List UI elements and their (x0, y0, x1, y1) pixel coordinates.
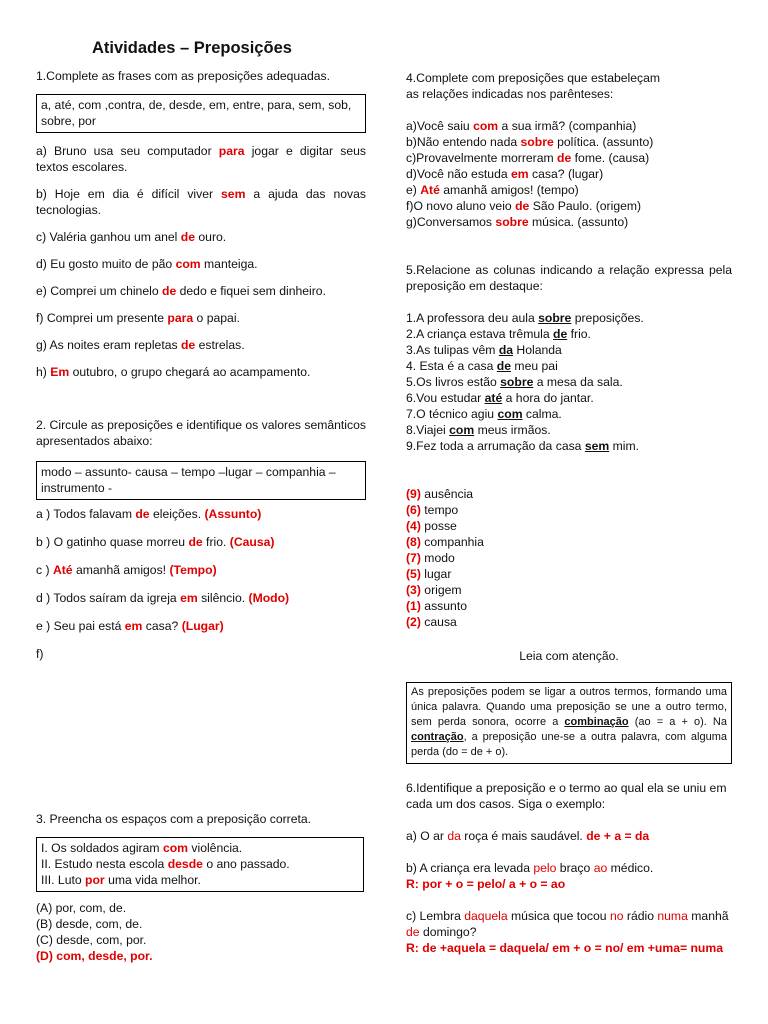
q3-option: (B) desde, com, de. (36, 917, 143, 931)
item-text: b)Não entendo nada (406, 135, 521, 149)
item-text: dedo e fiquei sem dinheiro. (176, 284, 326, 298)
answer-word: com (175, 257, 201, 271)
q6-answer-a: de + a = da (586, 829, 650, 843)
item-text: f)O novo aluno veio (406, 199, 516, 213)
relation-label: posse (420, 519, 457, 533)
q4-item (406, 182, 732, 198)
q2-item (36, 590, 366, 606)
note-text-3: , a preposição une-se a outra palavra, com alguma perda (do = de + o). (411, 731, 727, 758)
note-text-1: As preposições podem se ligar a outros termos, formando uma única palavra. Quando uma preposição se une a outro termo, sem perda sonora, ocorre a (411, 686, 727, 728)
answer-word: de (515, 199, 530, 213)
item-text: a hora do jantar. (502, 391, 594, 405)
item-text: ouro. (195, 230, 227, 244)
relation-label: origem (420, 583, 462, 597)
highlighted-preposition: sobre (500, 375, 534, 389)
item-text: 1.A professora deu aula (406, 311, 539, 325)
q6-item-c: c) Lembra daquela música que tocou no rádio numa manhã de domingo? (406, 909, 729, 939)
answer-number: (5) (406, 567, 421, 581)
answer-number: (3) (406, 583, 421, 597)
item-text: c ) (36, 563, 53, 577)
q1-item (36, 143, 366, 175)
answer-word: para (167, 311, 194, 325)
q6-prompt: 6.Identifique a preposição e o termo ao qual ela se uniu em cada um dos casos. Siga o exemplo: (406, 781, 727, 811)
note-heading: Leia com atenção. (519, 649, 619, 663)
answer-word: de (180, 230, 195, 244)
answer-word: em (511, 167, 529, 181)
relation-label: lugar (420, 567, 452, 581)
q5-answer-row (406, 614, 732, 630)
item-text: e) Comprei um chinelo (36, 284, 162, 298)
q4-prompt-line2: as relações indicadas nos parênteses: (406, 87, 614, 101)
q1-items (36, 143, 366, 380)
item-text: 6.Vou estudar (406, 391, 485, 405)
q3-sentence (41, 840, 359, 856)
item-text: 2.A criança estava trêmula (406, 327, 553, 341)
item-text: meu pai (511, 359, 558, 373)
item-text: e) (406, 183, 421, 197)
item-text: outubro, o grupo chegará ao acampamento. (69, 365, 311, 379)
item-text: silêncio. (197, 591, 249, 605)
q3-sentence (41, 872, 359, 888)
q2-items (36, 506, 366, 634)
highlighted-preposition: com (449, 423, 475, 437)
item-text: a ajuda das novas tecnologias. (36, 187, 366, 217)
q5-answer-row (406, 582, 732, 598)
answer-number: (6) (406, 503, 421, 517)
answer-number: (7) (406, 551, 421, 565)
item-text: São Paulo. (origem) (529, 199, 642, 213)
item-text: mim. (609, 439, 640, 453)
item-text: uma vida melhor. (104, 873, 201, 887)
q5-answer-row (406, 502, 732, 518)
q1-prompt: 1.Complete as frases com as preposições adequadas. (36, 69, 331, 83)
highlighted-preposition: de (496, 359, 512, 373)
item-text: preposições. (571, 311, 644, 325)
q5-item (406, 422, 732, 438)
item-text: a sua irmã? (companhia) (498, 119, 637, 133)
left-column (36, 68, 366, 662)
q5-answer-row (406, 566, 732, 582)
highlighted-preposition: da (498, 343, 514, 357)
highlighted-preposition: sobre (538, 311, 572, 325)
q5-item (406, 374, 732, 390)
q3-answer: (D) com, desde, por. (36, 949, 153, 963)
answer-number: (2) (406, 615, 421, 629)
item-text: eleições. (149, 507, 205, 521)
semantic-value: (Assunto) (204, 507, 262, 521)
q6-answer-b: R: por + o = pelo/ a + o = ao (406, 877, 566, 891)
answer-number: (9) (406, 487, 421, 501)
q5-answer-column (406, 486, 732, 630)
q4-item (406, 214, 732, 230)
answer-number: (4) (406, 519, 421, 533)
semantic-value: (Causa) (229, 535, 275, 549)
answer-word: sem (221, 187, 246, 201)
answer-word: de (180, 338, 196, 352)
q5-item (406, 406, 732, 422)
q3-prompt: 3. Preencha os espaços com a preposição correta. (36, 812, 312, 826)
highlighted-preposition: sem (584, 439, 610, 453)
q2-item (36, 618, 366, 634)
item-text: calma. (522, 407, 562, 421)
note-text-2: (ao = a + o). Na (628, 716, 727, 728)
item-text: d)Você não estuda (406, 167, 512, 181)
page-title: Atividades – Preposições (92, 39, 292, 57)
q1-word-box: a, até, com ,contra, de, desde, em, entre, para, sem, sob, sobre, por (36, 94, 366, 133)
answer-word: de (135, 507, 150, 521)
answer-number: (1) (406, 599, 421, 613)
answer-word: Em (50, 365, 70, 379)
item-text: a mesa da sala. (533, 375, 623, 389)
q3-options (36, 900, 366, 948)
q2-values-box: modo – assunto- causa – tempo –lugar – companhia – instrumento - (36, 461, 366, 500)
q1-item (36, 337, 366, 353)
item-text: f) Comprei um presente (36, 311, 168, 325)
answer-word: Até (52, 563, 73, 577)
answer-word: em (180, 591, 198, 605)
q5-item (406, 390, 732, 406)
q4-item (406, 118, 732, 134)
item-text: g)Conversamos (406, 215, 496, 229)
item-text: III. Luto (41, 873, 86, 887)
q6-answer-c: R: de +aquela = daquela/ em + o = no/ em +uma= numa (406, 941, 723, 955)
q5-answer-row (406, 486, 732, 502)
answer-number: (8) (406, 535, 421, 549)
relation-label: modo (420, 551, 455, 565)
item-text: e ) Seu pai está (36, 619, 125, 633)
item-text: I. Os soldados agiram (41, 841, 163, 855)
relation-label: ausência (420, 487, 474, 501)
answer-word: Até (420, 183, 440, 197)
item-text: frio. (567, 327, 591, 341)
item-text: manteiga. (200, 257, 258, 271)
item-text: Holanda (513, 343, 562, 357)
q3-option: (A) por, com, de. (36, 901, 127, 915)
highlighted-preposition: até (484, 391, 503, 405)
item-text: o ano passado. (202, 857, 290, 871)
answer-word: desde (167, 857, 203, 871)
semantic-value: (Modo) (248, 591, 290, 605)
q5-item (406, 358, 732, 374)
item-text: casa? (lugar) (528, 167, 604, 181)
q4-item (406, 198, 732, 214)
highlighted-preposition: de (553, 327, 568, 341)
right-column (406, 70, 732, 956)
item-text: amanhã amigos! (tempo) (439, 183, 579, 197)
q4-prompt-line1: 4.Complete com preposições que estabeleçam (406, 71, 661, 85)
q3-sentence-box (36, 837, 364, 892)
item-text: c) Valéria ganhou um anel (36, 230, 181, 244)
semantic-value: (Tempo) (169, 563, 217, 577)
item-text: h) (36, 365, 51, 379)
q5-answer-row (406, 534, 732, 550)
q4-item (406, 134, 732, 150)
q5-item (406, 342, 732, 358)
item-text: 8.Viajei (406, 423, 450, 437)
note-keyword-combinacao: combinação (564, 716, 629, 728)
q1-item (36, 186, 366, 218)
item-text: violência. (188, 841, 243, 855)
relation-label: assunto (420, 599, 467, 613)
q3-option: (C) desde, com, por. (36, 933, 147, 947)
relation-label: causa (420, 615, 457, 629)
item-text: 7.O técnico agiu (406, 407, 498, 421)
item-text: a ) Todos falavam (36, 507, 136, 521)
item-text: II. Estudo nesta escola (41, 857, 168, 871)
q5-prompt: 5.Relacione as colunas indicando a relação expressa pela preposição em destaque: (406, 263, 732, 293)
item-text: política. (assunto) (553, 135, 654, 149)
answer-word: de (557, 151, 572, 165)
item-text: 9.Fez toda a arrumação da casa (406, 439, 585, 453)
note-keyword-contracao: contração (411, 731, 464, 743)
q2-item (36, 534, 366, 550)
q5-item (406, 310, 732, 326)
item-text: g) As noites eram repletas (36, 338, 181, 352)
answer-word: com (473, 119, 499, 133)
item-text: casa? (142, 619, 182, 633)
q5-answer-row (406, 518, 732, 534)
answer-word: sobre (520, 135, 554, 149)
item-text: frio. (202, 535, 230, 549)
q2-item (36, 506, 366, 522)
q6-item-b: b) A criança era levada pelo braço ao médico. (406, 861, 654, 875)
answer-word: por (85, 873, 105, 887)
q4-item (406, 150, 732, 166)
q1-item (36, 283, 366, 299)
answer-word: em (124, 619, 143, 633)
relation-label: tempo (420, 503, 459, 517)
q5-item (406, 326, 732, 342)
item-text: b ) O gatinho quase morreu (36, 535, 189, 549)
item-text: b) Hoje em dia é difícil viver (36, 187, 222, 201)
note-box (406, 682, 732, 764)
item-text: música. (assunto) (528, 215, 629, 229)
q5-item (406, 438, 732, 454)
q1-item (36, 229, 366, 245)
q2-item (36, 562, 366, 578)
q5-items (406, 310, 732, 454)
q3-sentence (41, 856, 359, 872)
item-text: d) Eu gosto muito de pão (36, 257, 176, 271)
q1-item (36, 256, 366, 272)
item-text: jogar e digitar seus textos escolares. (36, 144, 366, 174)
q6-item-a: a) O ar da roça é mais saudável. de + a = da (406, 829, 650, 843)
q3-section (36, 811, 366, 964)
item-text: d ) Todos saíram da igreja (36, 591, 181, 605)
item-text: c)Provavelmente morreram (406, 151, 558, 165)
q2-prompt: 2. Circule as preposições e identifique os valores semânticos apresentados abaixo: (36, 418, 366, 448)
answer-word: de (162, 284, 177, 298)
q5-answer-row (406, 550, 732, 566)
answer-word: com (162, 841, 188, 855)
item-text: estrelas. (195, 338, 245, 352)
q5-answer-row (406, 598, 732, 614)
answer-word: para (218, 144, 245, 158)
relation-label: companhia (420, 535, 484, 549)
q4-item (406, 166, 732, 182)
item-text: 5.Os livros estão (406, 375, 501, 389)
item-text: a) Bruno usa seu computador (36, 144, 219, 158)
answer-word: de (188, 535, 203, 549)
item-text: fome. (causa) (571, 151, 650, 165)
item-text: amanhã amigos! (72, 563, 170, 577)
item-text: 4. Esta é a casa (406, 359, 497, 373)
q2-item-f: f) (36, 647, 44, 661)
item-text: meus irmãos. (474, 423, 551, 437)
answer-word: sobre (495, 215, 529, 229)
item-text: o papai. (193, 311, 240, 325)
item-text: 3.As tulipas vêm (406, 343, 499, 357)
q4-items (406, 118, 732, 230)
semantic-value: (Lugar) (181, 619, 224, 633)
q1-item (36, 310, 366, 326)
item-text: a)Você saiu (406, 119, 474, 133)
q1-item (36, 364, 366, 380)
highlighted-preposition: com (497, 407, 523, 421)
